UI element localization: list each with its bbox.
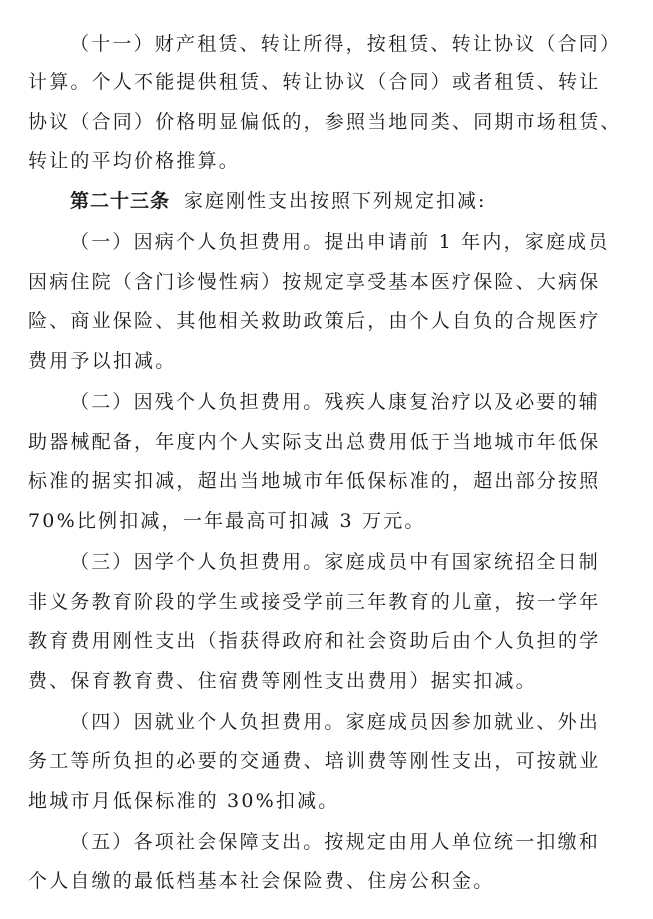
item-4-line-3: 地城市月低保标准的 30%扣减。 xyxy=(28,790,340,812)
paragraph-11-line-3: 协议（合同）价格明显偏低的，参照当地同类、同期市场租赁、 xyxy=(28,111,622,133)
item-2-line-3: 标准的据实扣减，超出当地城市年低保标准的，超出部分按照 xyxy=(28,470,601,492)
paragraph-11-line-1: （十一）财产租赁、转让所得，按租赁、转让协议（合同） xyxy=(70,33,622,55)
item-2-line-1: （二）因残个人负担费用。残疾人康复治疗以及必要的辅 xyxy=(70,391,601,413)
item-3-line-4: 费、保育教育费、住宿费等刚性支出费用）据实扣减。 xyxy=(28,670,537,692)
item-3-line-2: 非义务教育阶段的学生或接受学前三年教育的儿童，按一学年 xyxy=(28,591,601,613)
item-1-line-1: （一）因病个人负担费用。提出申请前 1 年内，家庭成员 xyxy=(70,231,610,253)
paragraph-11-line-2: 计算。个人不能提供租赁、转让协议（合同）或者租赁、转让 xyxy=(28,71,601,93)
item-5-line-1: （五）各项社会保障支出。按规定由用人单位统一扣缴和 xyxy=(70,831,601,853)
article-text: 家庭刚性支出按照下列规定扣减: xyxy=(184,190,487,212)
item-5-line-2: 个人自缴的最低档基本社会保险费、住房公积金。 xyxy=(28,870,495,892)
item-4-line-2: 务工等所负担的必要的交通费、培训费等刚性支出，可按就业 xyxy=(28,750,601,772)
item-2-line-2: 助器械配备，年度内个人实际支出总费用低于当地城市年低保 xyxy=(28,431,601,453)
item-1-line-4: 费用予以扣减。 xyxy=(28,350,177,372)
item-2-line-4: 70%比例扣减，一年最高可扣减 3 万元。 xyxy=(28,510,426,532)
paragraph-11-line-4: 转让的平均价格推算。 xyxy=(28,150,241,172)
item-4-line-1: （四）因就业个人负担费用。家庭成员因参加就业、外出 xyxy=(70,711,601,733)
article-heading xyxy=(70,186,486,216)
item-1-line-3: 险、商业保险、其他相关救助政策后，由个人自负的合规医疗 xyxy=(28,310,601,332)
item-3-line-3: 教育费用刚性支出（指获得政府和社会资助后由个人负担的学 xyxy=(28,630,601,652)
article-number: 第二十三条 xyxy=(70,190,171,212)
item-3-line-1: （三）因学个人负担费用。家庭成员中有国家统招全日制 xyxy=(70,551,601,573)
item-1-line-2: 因病住院（含门诊慢性病）按规定享受基本医疗保险、大病保 xyxy=(28,271,601,293)
